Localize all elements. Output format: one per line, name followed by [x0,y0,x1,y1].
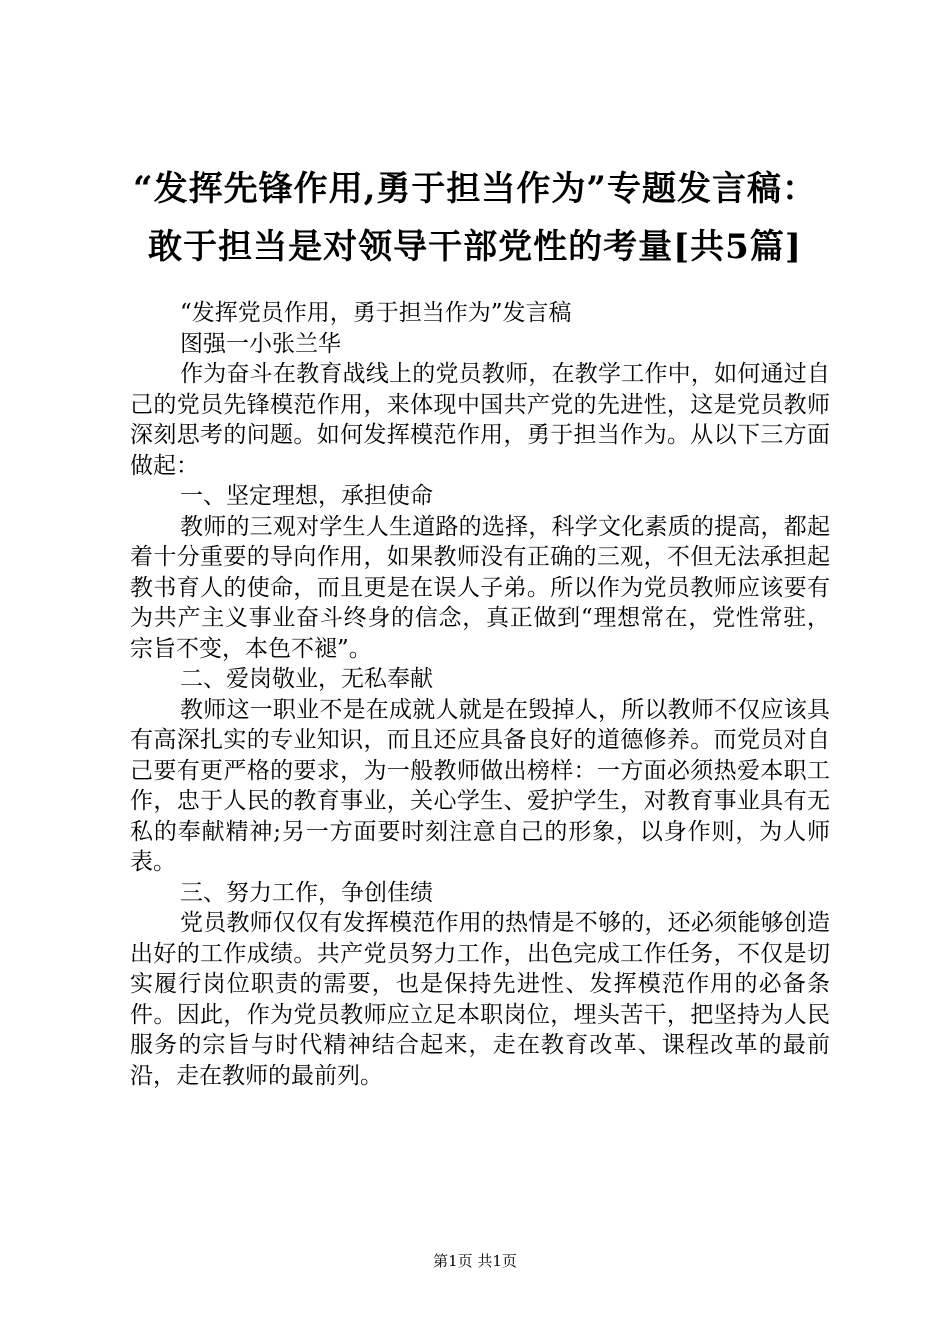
document-title [60,160,890,276]
title-line-2: 敢于担当是对领导干部党性的考量[共5篇] [148,227,802,267]
section-paragraph-3: 党员教师仅仅有发挥模范作用的热情是不够的，还必须能够创造出好的工作成绩。共产党员努力工作，出色完成工作任务，不仅是切实履行岗位职责的需要，也是保持先进性、发挥模范作用的必备条件。因此，作为党员教师应立足本职岗位，埋头苦干，把坚持为人民服务的宗旨与时代精神结合起来，走在教育改革、课程改革的最前沿，走在教师的最前列。 [130,910,830,1089]
page-footer: 第1页 共1页 [433,1252,517,1270]
document-body [130,298,830,1091]
section-paragraph-1: 教师的三观对学生人生道路的选择，科学文化素质的提高，都起着十分重要的导向作用，如果教师没有正确的三观，不但无法承担起教书育人的使命，而且更是在误人子弟。所以作为党员教师应该要有为共产主义事业奋斗终身的信念，真正做到“理想常在，党性常驻，宗旨不变，本色不褪”。 [130,513,830,662]
section-heading-1: 一、坚定理想，承担使命 [180,483,433,509]
section-heading-2: 二、爱岗敬业，无私奉献 [180,666,433,692]
speech-title: “发挥党员作用，勇于担当作为”发言稿 [180,300,572,326]
speech-author: 图强一小张兰华 [180,330,341,357]
section-heading-3: 三、努力工作，争创佳绩 [180,879,433,906]
title-line-1: “发挥先锋作用,勇于担当作为”专题发言稿： [133,169,817,209]
section-paragraph-2: 教师这一职业不是在成就人就是在毁掉人，所以教师不仅应该具有高深扎实的专业知识，而且还应具备良好的道德修养。而党员对自己要有更严格的要求，为一般教师做出榜样：一方面必须热爱本职工作，忠于人民的教育事业，关心学生、爱护学生，对教育事业具有无私的奉献精神;另一方面要时刻注意自己的形象，以身作则，为人师表。 [130,696,830,875]
intro-paragraph: 作为奋斗在教育战线上的党员教师，在教学工作中，如何通过自己的党员先锋模范作用，来体现中国共产党的先进性，这是党员教师深刻思考的问题。如何发挥模范作用，勇于担当作为。从以下三方面做起： [130,361,830,479]
